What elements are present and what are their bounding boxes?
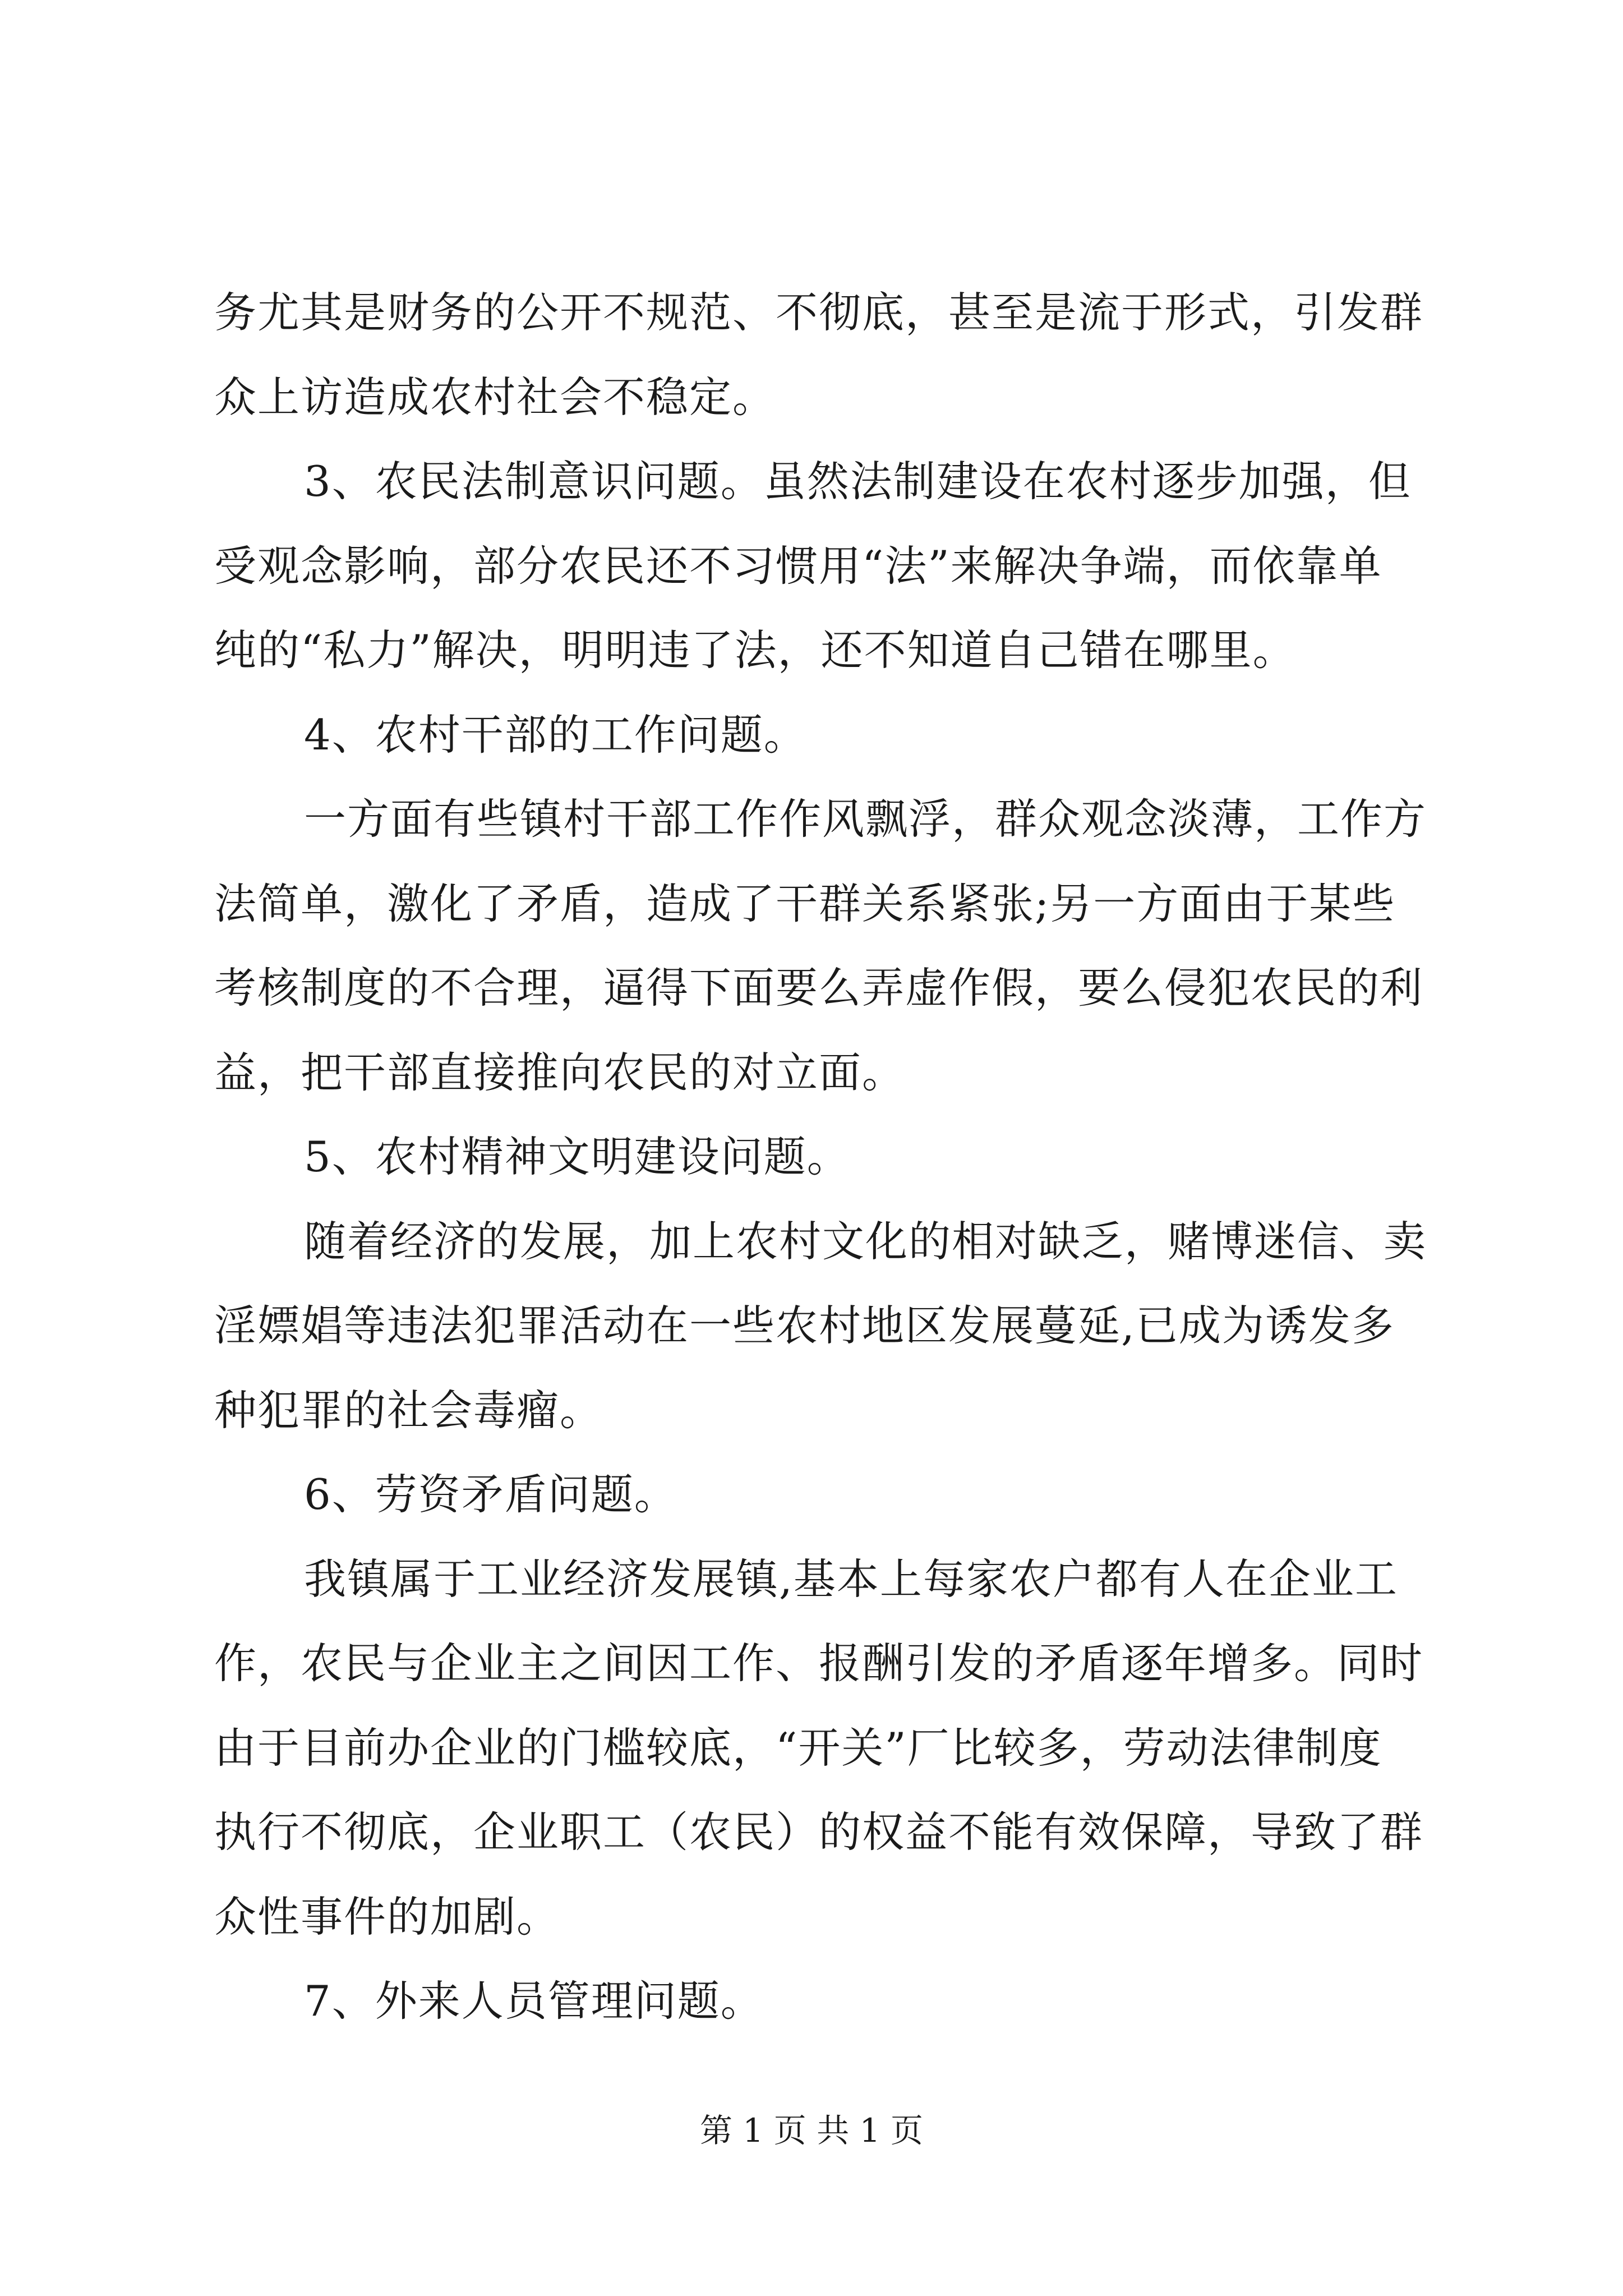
text-line: 6、劳资矛盾问题。 — [304, 1470, 677, 1519]
text-line: 纯的“私力”解决，明明违了法，还不知道自己错在哪里。 — [214, 625, 1296, 675]
text-line: 3、农民法制意识问题。虽然法制建设在农村逐步加强，但 — [304, 457, 1412, 506]
text-line: 我镇属于工业经济发展镇,基本上每家农户都有人在企业工 — [304, 1554, 1398, 1604]
text-line: 一方面有些镇村干部工作作风飘浮，群众观念淡薄，工作方 — [304, 794, 1427, 844]
text-line: 执行不彻底，企业职工（农民）的权益不能有效保障，导致了群 — [214, 1807, 1424, 1857]
page-footer — [0, 2111, 1623, 2150]
text-line: 随着经济的发展，加上农村文化的相对缺乏，赌博迷信、卖 — [304, 1216, 1427, 1266]
text-line: 种犯罪的社会毒瘤。 — [214, 1385, 603, 1435]
text-line: 众上访造成农村社会不稳定。 — [214, 372, 776, 422]
text-line: 作，农民与企业主之间因工作、报酬引发的矛盾逐年增多。同时 — [214, 1639, 1424, 1688]
text-line: 法简单，激化了矛盾，造成了干群关系紧张;另一方面由于某些 — [214, 878, 1396, 928]
text-line: 益，把干部直接推向农民的对立面。 — [214, 1047, 906, 1097]
document-body — [214, 288, 1427, 2065]
text-line: 受观念影响，部分农民还不习惯用“法”来解决争端，而依靠单 — [214, 541, 1382, 591]
text-line: 淫嫖娼等违法犯罪活动在一些农村地区发展蔓延,已成为诱发多 — [214, 1301, 1395, 1350]
text-line: 众性事件的加剧。 — [214, 1892, 560, 1941]
text-line: 7、外来人员管理问题。 — [304, 1976, 764, 2026]
text-line: 由于目前办企业的门槛较底，“开关”厂比较多，劳动法律制度 — [214, 1723, 1382, 1773]
text-line: 务尤其是财务的公开不规范、不彻底，甚至是流于形式，引发群 — [214, 288, 1424, 337]
text-line: 4、农村干部的工作问题。 — [304, 710, 807, 760]
text-line: 考核制度的不合理，逼得下面要么弄虚作假，要么侵犯农民的利 — [214, 963, 1424, 1013]
text-line: 5、农村精神文明建设问题。 — [304, 1132, 850, 1181]
page-number-label: 第 1 页 共 1 页 — [700, 2111, 923, 2150]
